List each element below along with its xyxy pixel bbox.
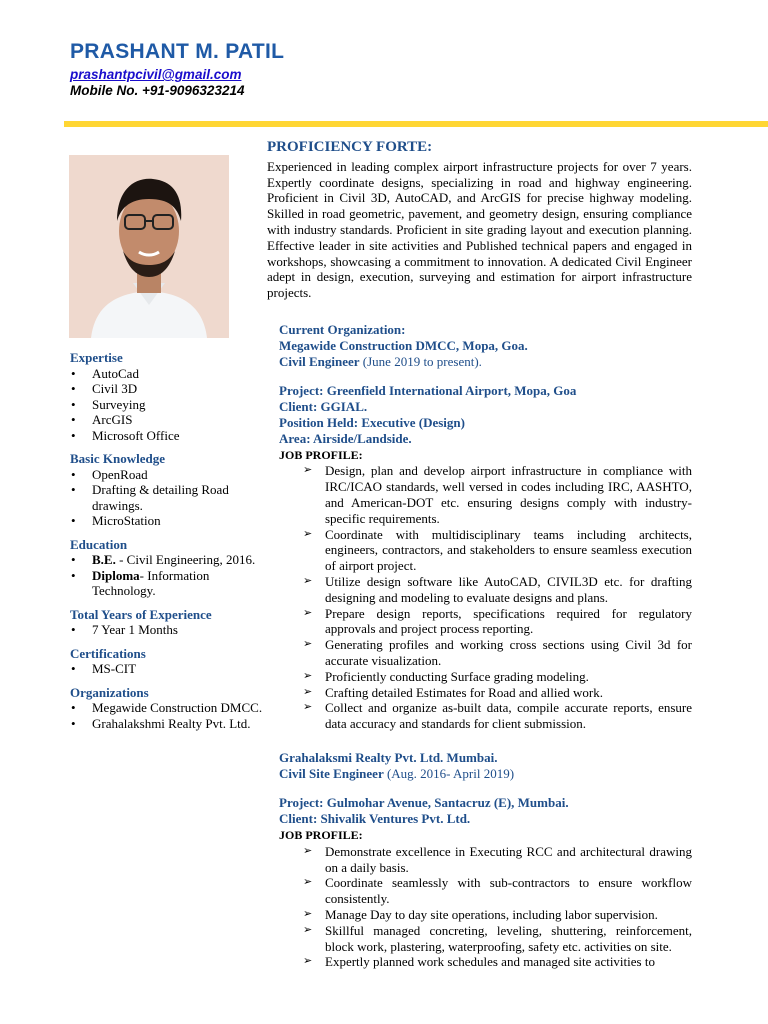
client-name: Client: Shivalik Ventures Pvt. Ltd. bbox=[279, 811, 471, 827]
list-item: ➢ Skillful managed concreting, leveling, shuttering, reinforcement, block work, plastering, waterproofing, safety etc. activities on site. bbox=[325, 923, 692, 955]
job-grahalaksmi bbox=[279, 750, 692, 970]
experience-heading: Total Years of Experience bbox=[70, 606, 212, 622]
role-title: Civil Site Engineer bbox=[279, 765, 384, 781]
main-content bbox=[267, 140, 692, 970]
company-name: Megawide Construction DMCC, Mopa, Goa. bbox=[279, 337, 528, 353]
proficiency-heading: PROFICIENCY FORTE: bbox=[267, 139, 433, 155]
job-profile-list bbox=[279, 844, 692, 970]
role-line bbox=[279, 354, 692, 370]
resume-header bbox=[70, 40, 284, 98]
expertise-list bbox=[70, 366, 270, 444]
role-period: (Aug. 2016- April 2019) bbox=[383, 765, 515, 781]
list-item bbox=[70, 552, 270, 568]
project-area: Area: Airside/Landside. bbox=[279, 430, 412, 446]
list-item: ➢ Proficiently conducting Surface grading modeling. bbox=[325, 669, 692, 685]
list-item: ➢ Generating profiles and working cross sections using Civil 3d for accurate visualization. bbox=[325, 637, 692, 669]
basic-knowledge-heading: Basic Knowledge bbox=[70, 451, 165, 466]
degree-detail: - Information Technology. bbox=[92, 567, 210, 598]
list-item: • Megawide Construction DMCC. bbox=[70, 700, 270, 716]
email-link[interactable]: prashantpcivil@gmail.com bbox=[70, 67, 242, 82]
list-item: • MS-CIT bbox=[70, 661, 270, 677]
list-item: • Grahalakshmi Realty Pvt. Ltd. bbox=[70, 716, 270, 732]
job-megawide bbox=[279, 322, 692, 732]
list-item: • MicroStation bbox=[70, 513, 270, 529]
degree-name: B.E. bbox=[92, 552, 116, 567]
role-title: Civil Engineer bbox=[279, 353, 360, 369]
experience-list bbox=[70, 622, 270, 638]
company-name: Grahalaksmi Realty Pvt. Ltd. Mumbai. bbox=[279, 749, 498, 765]
client-name: Client: GGIAL. bbox=[279, 399, 368, 415]
education-list bbox=[70, 552, 270, 599]
list-item: ➢ Coordinate seamlessly with sub-contractors to ensure workflow consistently. bbox=[325, 875, 692, 907]
list-item: • 7 Year 1 Months bbox=[70, 622, 270, 638]
list-item: ➢ Coordinate with multidisciplinary teams including architects, engineers, contractors, and stakeholders to ensure seamless execution of airport project. bbox=[325, 527, 692, 574]
list-item: ➢ Crafting detailed Estimates for Road and allied work. bbox=[325, 685, 692, 701]
proficiency-summary: Experienced in leading complex airport infrastructure projects for over 7 years. Expertly coordinate designs, specializing in road and highway engineering. Proficient in Civil 3D, AutoCAD, and ArcGIS for precise highway modeling. Skilled in road geometric, pavement, and geometry design, ensuring compliance with industry standards. Proficient in site grading layout and execution planning. Effective leader in site activities and Published technical papers and engaged in workshops, showcasing a commitment to innovation. A dedicated Civil Engineer adept in design, execution, surveying and estimation for airport infrastructure projects. bbox=[267, 158, 692, 301]
list-item: ➢ Demonstrate excellence in Executing RCC and architectural drawing on a daily basis. bbox=[325, 844, 692, 876]
list-item: ➢ Manage Day to day site operations, including labor supervision. bbox=[325, 907, 692, 923]
organizations-heading: Organizations bbox=[70, 684, 149, 700]
certifications-heading: Certifications bbox=[70, 645, 146, 661]
list-item: • Surveying bbox=[70, 397, 270, 413]
list-item: ➢ Expertly planned work schedules and managed site activities to bbox=[325, 954, 692, 970]
list-item: • Microsoft Office bbox=[70, 428, 270, 444]
degree-detail: - Civil Engineering, 2016. bbox=[115, 552, 256, 567]
list-item: ➢ Prepare design reports, specifications required for regulatory approvals and project process reporting. bbox=[325, 606, 692, 638]
expertise-heading: Expertise bbox=[70, 350, 123, 365]
list-item: • AutoCad bbox=[70, 366, 270, 382]
profile-photo bbox=[69, 155, 229, 338]
education-heading: Education bbox=[70, 536, 128, 552]
position-held: Position Held: Executive (Design) bbox=[279, 414, 465, 430]
candidate-name: PRASHANT M. PATIL bbox=[70, 40, 285, 63]
sidebar bbox=[70, 350, 270, 731]
current-org-label: Current Organization: bbox=[279, 321, 406, 337]
list-item: ➢ Collect and organize as-built data, compile accurate reports, ensure data accuracy and standards for client submission. bbox=[325, 700, 692, 732]
organizations-list bbox=[70, 700, 270, 731]
basic-knowledge-list bbox=[70, 467, 270, 529]
role-line bbox=[279, 766, 692, 782]
list-item: • Drafting & detailing Road drawings. bbox=[70, 482, 270, 513]
job-profile-label: JOB PROFILE: bbox=[279, 828, 363, 843]
list-item: ➢ Design, plan and develop airport infrastructure in compliance with IRC/ICAO standards, well versed in codes including IRC, AASHTO, and American-DOT etc. ensuring designs comply with industry-specific requirements. bbox=[325, 463, 692, 526]
list-item: ➢ Utilize design software like AutoCAD, CIVIL3D etc. for drafting designing and modeling to evaluate designs and plans. bbox=[325, 574, 692, 606]
project-name: Project: Greenfield International Airport, Mopa, Goa bbox=[279, 383, 577, 399]
list-item: • Civil 3D bbox=[70, 381, 270, 397]
job-profile-label: JOB PROFILE: bbox=[279, 447, 363, 462]
role-period: (June 2019 to present). bbox=[359, 353, 482, 369]
job-profile-list bbox=[279, 463, 692, 732]
header-divider bbox=[64, 121, 768, 127]
list-item: • ArcGIS bbox=[70, 412, 270, 428]
degree-name: Diploma bbox=[92, 567, 140, 583]
mobile-number: Mobile No. +91-9096323214 bbox=[70, 83, 245, 98]
certifications-list bbox=[70, 661, 270, 677]
list-item: • OpenRoad bbox=[70, 467, 270, 483]
list-item bbox=[70, 568, 270, 599]
project-name: Project: Gulmohar Avenue, Santacruz (E), Mumbai. bbox=[279, 795, 569, 811]
